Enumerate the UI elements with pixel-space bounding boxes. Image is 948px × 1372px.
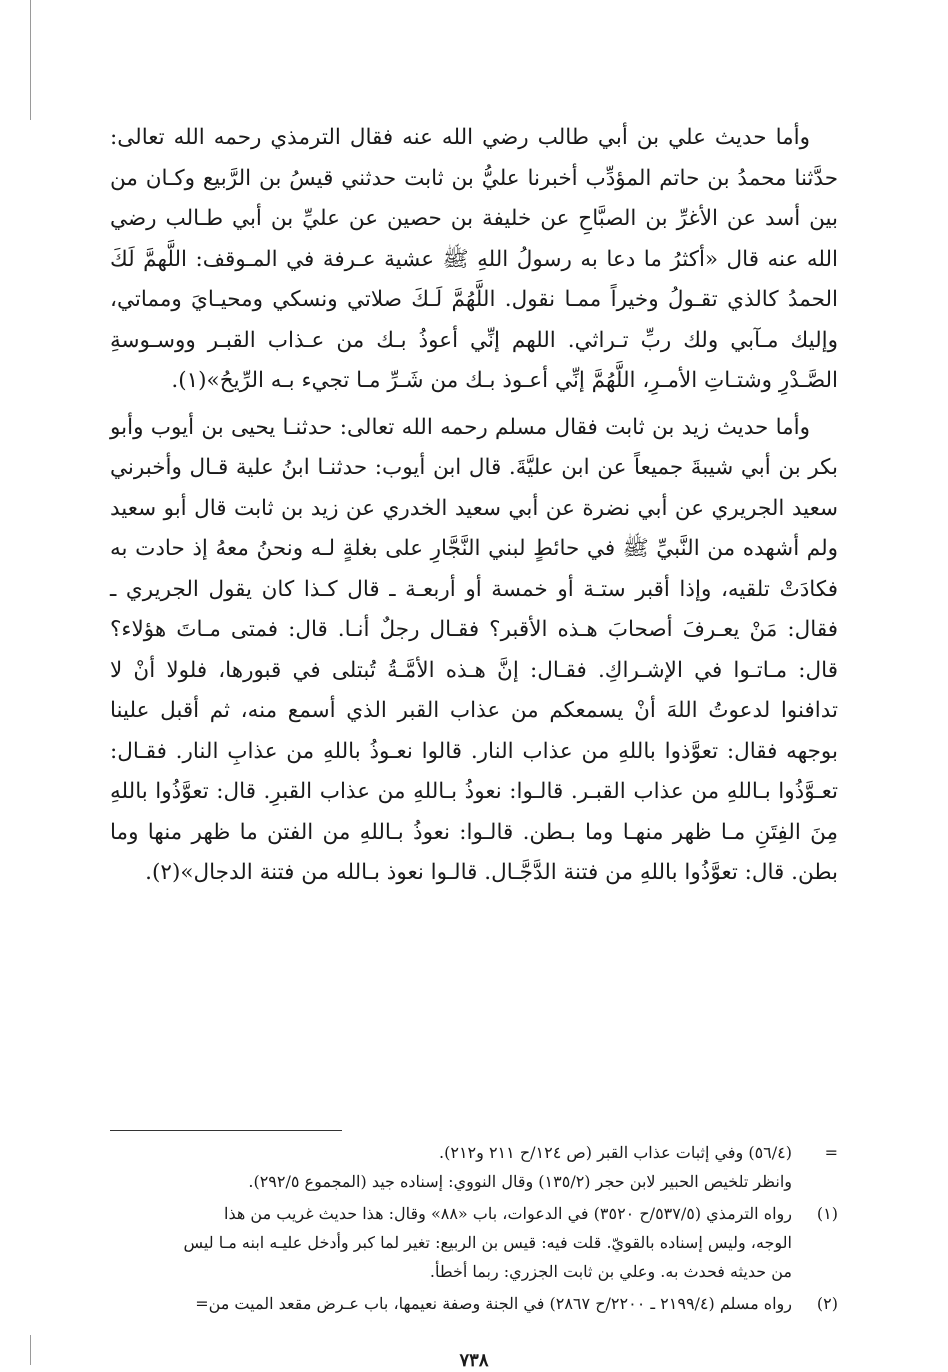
footnote-continuation bbox=[110, 1138, 838, 1196]
footnote-line: رواه مسلم (٢١٩٩/٤ ـ ٢٢٠٠/ح ٢٨٦٧) في الجنة وصفة نعيمها، باب عـرض مقعد الميت من= bbox=[195, 1294, 792, 1313]
footnotes bbox=[110, 1138, 838, 1321]
footnote-line: (٥٦/٤) وفي إثبات عذاب القبر (ص ١٢٤/ح ٢١١ و٢١٢). bbox=[439, 1143, 792, 1162]
left-margin-tick bbox=[30, 1335, 31, 1365]
footnote-text bbox=[110, 1138, 792, 1196]
page-number: ٧٣٨ bbox=[459, 1350, 489, 1371]
footnote-divider bbox=[110, 1130, 342, 1131]
footnote-text bbox=[110, 1289, 792, 1318]
paragraph-ali-hadith: وأما حديث علي بن أبي طالب رضي الله عنه فقال الترمذي رحمه الله تعالى: حدَّثنا محمدُ بن حاتم المؤدِّب أخبرنا عليُّ بن ثابت حدثني قيسُ بن الرَّبيع وكـان من بين أسد عن الأغرِّ بن الصبَّاحِ عن خليفة بن حصين عن عليِّ بن أبي طـالب رضي الله عنه قال «أكثرُ ما دعا به رسولُ اللهِ ﷺ عشية عـرفة في المـوقف: اللَّهمَّ لَكَ الحمدُ كالذي تقـولُ وخيراً ممـا نقول. اللَّهُمَّ لَـكَ صلاتي ونسكي ومحيـايَ ومماتي، وإليك مـآبي ولك ربِّ تـراثي. اللهم إنِّي أعوذُ بـك من عـذاب القبـر ووسـوسةِ الصَّـدْرِ وشتـاتِ الأمـرِ، اللَّهُمَّ إنِّي أعـوذ بـك من شَـرِّ مـا تجيء بـه الرِّيحُ»(١). bbox=[110, 125, 838, 393]
footnote-2 bbox=[110, 1289, 838, 1318]
paragraph-zayd-hadith: وأما حديث زيد بن ثابت فقال مسلم رحمه الله تعالى: حدثنـا يحيى بن أيوب وأبو بكر بن أبي شيبةَ جميعاً عن ابن عليَّةَ. قال ابن أيوب: حدثنـا ابنُ علية قـال وأخبرني سعيد الجريري عن أبي نضرة عن أبي سعيد الخدري عن زيد بن ثابت قال أبو سعيد ولم أشهده من النَّبيِّ ﷺ في حائطٍ لبني النَّجَّارِ على بغلةٍ لـه ونحنُ معهُ إذ حادت به فكادَتْ تلقيه، وإذا أقبر ستـة أو خمسة أو أربعـة ـ قال كـذا كان يقول الجريري ـ فقال: مَنْ يعـرفَ أصحابَ هـذه الأقبر؟ فقـال رجلٌ أنـا. قال: فمتى مـاتَ هؤلاء؟ قال: مـاتـوا في الإشـراكِ. فقـال: إنَّ هـذه الأمَّـةُ تُبتلى في قبورها، فلولا أنْ لا تدافنوا لدعوتُ اللهَ أنْ يسمعكم من عذاب القبر الذي أسمع منه، ثم أقبل علينا بوجهه فقال: تعوَّذوا باللهِ من عذاب النار. قالوا نعـوذُ باللهِ من عذابِ النار. فقـال: تعـوَّذُوا بـاللهِ من عذاب القبـر. قالـوا: نعوذُ بـاللهِ من عذاب القبرِ. قال: تعوَّذُوا باللهِ مِنَ الفِتَنِ مـا ظهر منهـا وما بـطن. قالـوا: نعوذُ بـاللهِ من الفتن ما ظهر منها وما بطن. قال: تعوَّذُوا باللهِ من فتنة الدَّجَّـال. قالـوا نعوذ بـالله من فتنة الدجال»(٢). bbox=[110, 414, 838, 885]
footnote-line: الوجه، وليس إسناده بالقويّ. قلت فيه: قيس بن الربيع: تغير لما كبر وأدخل عليـه ابنه مـا ليس bbox=[183, 1233, 792, 1252]
footnote-marker: (١) bbox=[816, 1204, 838, 1223]
footnote-text bbox=[110, 1199, 792, 1286]
footnote-line: وانظر تلخيص الحبير لابن حجر (١٣٥/٢) وقال النووي: إسناده جيد (المجموع ٢٩٢/٥). bbox=[248, 1172, 792, 1191]
footnote-marker: = bbox=[824, 1143, 838, 1162]
left-margin-rule bbox=[30, 0, 31, 120]
footnote-line: من حديثه فحدث به. وعلي بن ثابت الجزري: ربما أخطأ. bbox=[429, 1262, 792, 1281]
footnote-1 bbox=[110, 1199, 838, 1286]
book-page bbox=[110, 118, 838, 1371]
footnote-line: رواه الترمذي (٥٣٧/٥/ح ٣٥٢٠) في الدعوات، باب «٨٨» وقال: هذا حديث غريب من هذا bbox=[224, 1204, 792, 1223]
main-text bbox=[110, 118, 838, 894]
footnote-marker: (٢) bbox=[816, 1294, 838, 1313]
